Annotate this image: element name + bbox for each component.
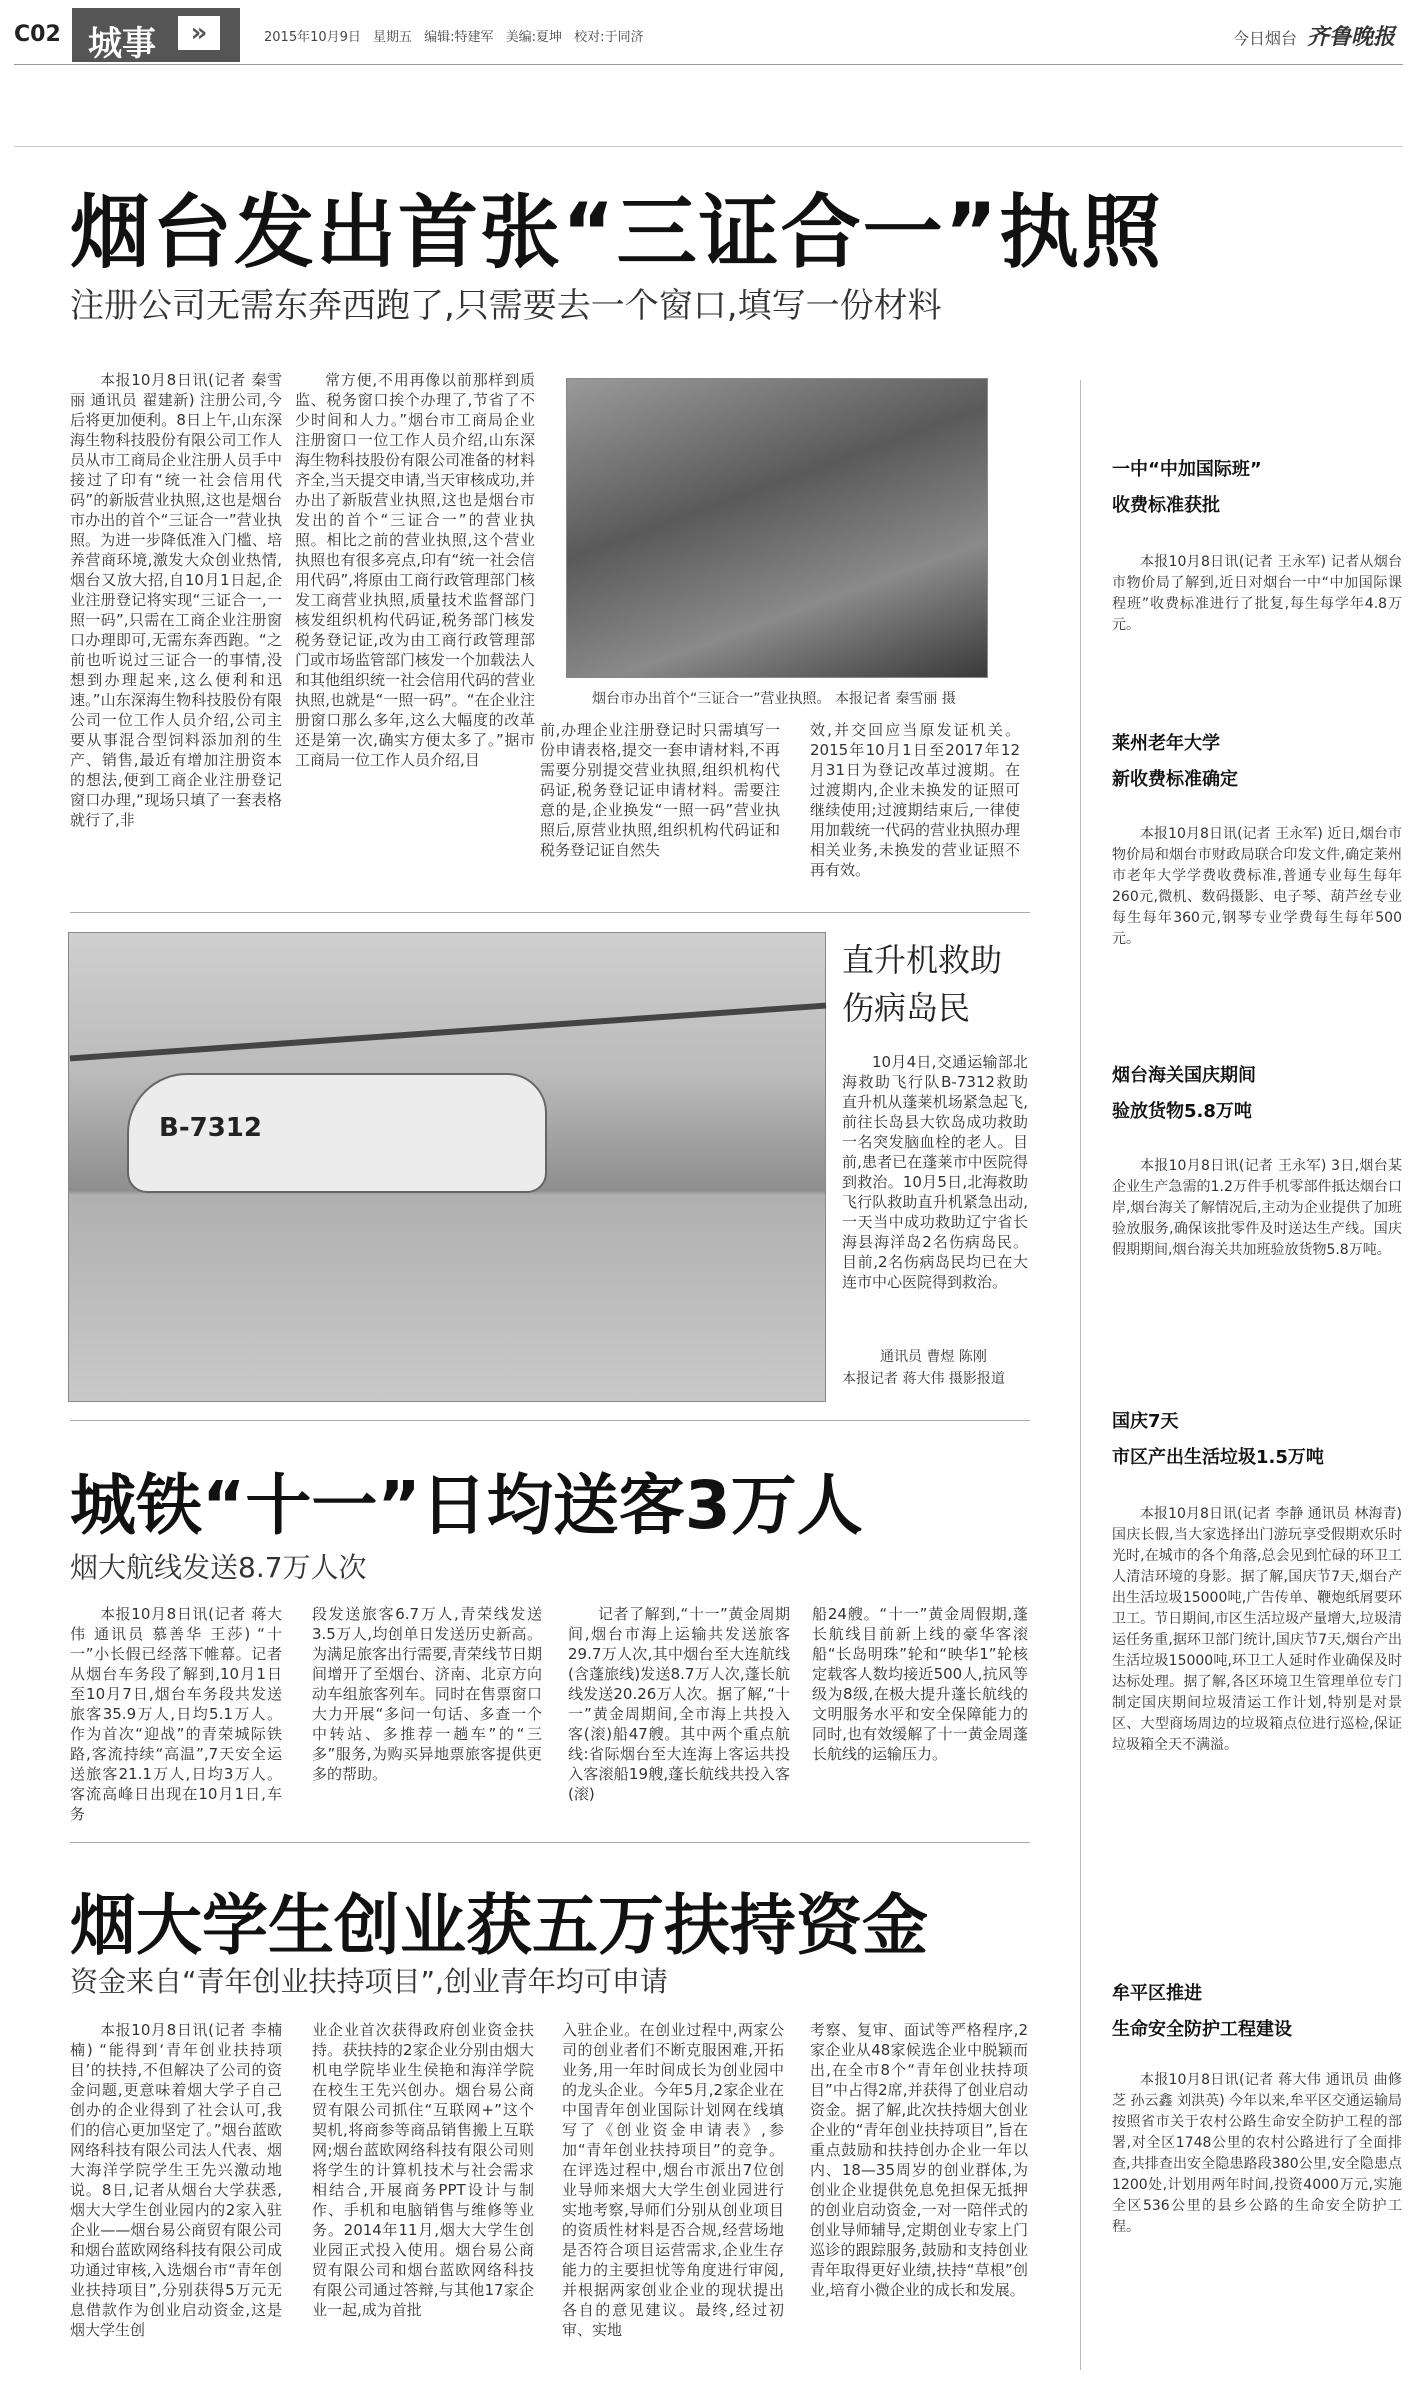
article-column: 考察、复审、面试等严格程序,2家企业从48家候选企业中脱颖而出,在全市8个“青年创业扶持项目”中占得2席,并获得了创业启动资金。据了解,此次扶持烟大创业企业的“青年创业扶持项目”,旨在重点鼓励和扶持创办企业一年以内、18—35周岁的创业群体,为创业企业提供免息免担保无抵押的创业启动资金,一对一陪伴式的创业导师辅导,定期创业专家上门巡诊的跟踪服务,鼓励和支持创业青年取得更好业绩,扶持“草根”创业,培育小微企业的成长和发展。 [810, 2021, 1028, 2299]
article-column: 船24艘。“十一”黄金周假期,蓬长航线目前新上线的豪华客滚船“长岛明珠”轮和“映华1”轮核定载客人数均接近500人,抗风等级为8级,在极大提升蓬长航线的文明服务水平和安全保障能力的同时,也有效缓解了十一黄金周蓬长航线的运输压力。 [812, 1605, 1028, 1763]
masthead [0, 0, 1417, 62]
article-column: 效,并交回应当原发证机关。2015年10月1日至2017年12月31日为登记改革过渡期。在过渡期内,企业未换发的证照可继续使用;过渡期结束后,一律使用加载统一代码的营业执照办理相关业务,未换发的营业证照不再有效。 [810, 721, 1020, 879]
article-column: 本报10月8日讯(记者 蒋大伟 通讯员 慕善华 王莎) “十一”小长假已经落下帷幕。记者从烟台车务段了解到,10月1日至10月7日,烟台车务段共发送旅客35.9万人,日均5.1万人。作为首次“迎战”的青荣城际铁路,客流持续“高温”,7天安全运送旅客21.1万人,日均3万人。客流高峰日出现在10月1日,车务 [70, 1605, 282, 1823]
headline-student-startup: 烟大学生创业获五万扶持资金 [70, 1887, 928, 1964]
brief-headline-line1: 莱州老年大学 [1112, 733, 1220, 754]
subhead-student-startup: 资金来自“青年创业扶持项目”,创业青年均可申请 [70, 1965, 668, 1998]
brief-body: 本报10月8日讯(记者 蒋大伟 通讯员 曲修芝 孙云鑫 刘洪英) 今年以来,牟平区交通运输局按照省市关于农村公路生命安全防护工程的部署,对全区1748公里的农村公路进行了全面排查,共排查出安全隐患路段380公里,安全隐患点1200处,计划用两年时间,投资4000万元,实施全区536公里的县乡公路的生命安全防护工程。 [1112, 2072, 1402, 2235]
brief-body: 本报10月8日讯(记者 王永军) 3日,烟台某企业生产急需的1.2万件手机零部件抵达烟台口岸,烟台海关了解情况后,主动为企业提供了加班验放服务,确保该批零件及时送达生产线。国庆假期期间,烟台海关共加班验放货物5.8万吨。 [1112, 1158, 1402, 1258]
article-column: 前,办理企业注册登记时只需填写一份申请表格,提交一套申请材料,不再需要分别提交营业执照,组织机构代码证,税务登记证申请材料。需要注意的是,企业换发“一照一码”营业执照后,原营业执照,组织机构代码证和税务登记证自然失 [540, 721, 780, 859]
article-column: 段发送旅客6.7万人,青荣线发送3.5万人,均创单日发送历史新高。为满足旅客出行需要,青荣线节日期间增开了至烟台、济南、北京方向动车组旅客列车。同时在售票窗口大力开展“多问一句话、多查一个中转站、多推荐一趟车”的“三多”服务,为购买异地票旅客提供更多的帮助。 [312, 1605, 542, 1783]
brief-headline [1112, 1404, 1402, 1476]
headline-city-rail: 城铁“十一”日均送客3万人 [70, 1467, 863, 1544]
newspaper-logo: 齐鲁晚报 [1306, 24, 1395, 50]
brief-headline-line2: 收费标准获批 [1112, 495, 1220, 516]
helicopter-headline-line1: 直升机救助 [842, 941, 1003, 979]
issue-info: 2015年10月9日 星期五 编辑:特建军 美编:夏坤 校对:于同济 [264, 30, 644, 45]
helicopter-headline [842, 936, 1002, 1032]
brief-headline-line1: 国庆7天 [1112, 1411, 1179, 1432]
brief-headline-line2: 验放货物5.8万吨 [1112, 1101, 1252, 1122]
subhead-three-in-one: 注册公司无需东奔西跑了,只需要去一个窗口,填写一份材料 [70, 286, 942, 326]
helicopter-body: 10月4日,交通运输部北海救助飞行队B-7312救助直升机从蓬莱机场紧急起飞,前往长岛县大钦岛成功救助一名突发脑血栓的老人。目前,患者已在蓬莱市中医院得到救治。10月5日,北海救助飞行队救助直升机紧急出动,一天当中成功救助辽宁省长海县海洋岛2名伤病岛民。目前,2名伤病岛民均已在大连市中心医院得到救治。 [842, 1053, 1028, 1291]
brief-headline-line2: 生命安全防护工程建设 [1112, 2019, 1292, 2040]
brief-headline-line1: 烟台海关国庆期间 [1112, 1065, 1256, 1086]
header-rule [14, 146, 1403, 147]
brief-headline-line2: 新收费标准确定 [1112, 769, 1238, 790]
section-rule [70, 1420, 1030, 1421]
brief-body: 本报10月8日讯(记者 王永军) 近日,烟台市物价局和烟台市财政局联合印发文件,确定莱州市老年大学学费收费标准,普通专业每生每年260元,微机、数码摄影、电子琴、葫芦丝专业每生每年360元,钢琴专业学费每生每年500元。 [1112, 826, 1402, 947]
helicopter-rescue-photo [68, 932, 826, 1402]
masthead-rule [14, 64, 1403, 65]
article-column: 业企业首次获得政府创业资金扶持。获扶持的2家企业分别由烟大机电学院毕业生侯艳和海洋学院在校生王先兴创办。烟台易公商贸有限公司抓住“互联网+”这个契机,将商参等商品销售搬上互联网;烟台蓝欧网络科技有限公司则将学生的计算机技术与社会需求相结合,开展商务PPT设计与制作、手机和电脑销售与维修等业务。2014年11月,烟大大学生创业园正式投入使用。烟台易公商贸有限公司和烟台蓝欧网络科技有限公司通过答辩,与其他17家企业一起,成为首批 [312, 2021, 534, 2319]
helicopter-registration: B-7312 [159, 1113, 262, 1143]
brief-headline [1112, 726, 1402, 798]
chevron-right-icon: » [178, 16, 220, 50]
helicopter-headline-line2: 伤病岛民 [842, 989, 971, 1027]
brief-headline [1112, 452, 1402, 524]
brief-body: 本报10月8日讯(记者 王永军) 记者从烟台市物价局了解到,近日对烟台一中“中加国际课程班”收费标准进行了批复,每生每学年4.8万元。 [1112, 554, 1402, 633]
subhead-city-rail: 烟大航线发送8.7万人次 [70, 1551, 367, 1584]
brief-headline [1112, 1976, 1402, 2048]
section-rule [70, 1842, 1030, 1843]
photo-caption: 烟台市办出首个“三证合一”营业执照。 本报记者 秦雪丽 摄 [592, 691, 956, 707]
article-column: 本报10月8日讯(记者 秦雪丽 通讯员 翟建新) 注册公司,今后将更加便利。8日上午,山东深海生物科技股份有限公司工作人员从市工商局企业注册人员手中接过了印有“统一社会信用代码”的新版营业执照,这也是烟台市办出的首个“三证合一”营业执照。为进一步降低准入门槛、培养营商环境,激发大众创业热情,烟台又放大招,自10月1日起,企业注册登记将实现“三证合一,一照一码”,只需在工商企业注册窗口办理即可,无需东奔西跑。“之前也听说过三证合一的事情,没想到办理起来,这么便利和迅速。”山东深海生物科技股份有限公司一位工作人员介绍,公司主要从事混合型饲料添加剂的生产、销售,最近有增加注册资本的想法,便到工商企业注册登记窗口办理,“现场只填了一套表格就行了,非 [70, 371, 282, 829]
article-column: 本报10月8日讯(记者 李楠楠) “能得到‘青年创业扶持项目’的扶持,不但解决了公司的资金问题,更意味着烟大学子自己创办的企业得到了社会认可,我们的信心更加坚定了。”烟台蓝欧网络科技有限公司法人代表、烟大海洋学院学生王先兴激动地说。8日,记者从烟台大学获悉,烟大大学生创业园内的2家入驻企业——烟台易公商贸有限公司和烟台蓝欧网络科技有限公司成功通过审核,入选烟台市“青年创业扶持项目”,分别获得5万元无息借款作为创业启动资金,这是烟大学生创 [70, 2021, 282, 2339]
article-column: 常方便,不用再像以前那样到质监、税务窗口挨个办理了,节省了不少时间和人力。”烟台市工商局企业注册窗口一位工作人员介绍,山东深海生物科技股份有限公司准备的材料齐全,当天提交申请,当天审核成功,并办出了新版营业执照,这也是烟台市发出的首个“三证合一”的营业执照。相比之前的营业执照,这个营业执照也有很多亮点,印有“统一社会信用代码”,将原由工商行政管理部门核发工商营业执照,质量技术监督部门核发组织机构代码证,税务部门核发税务登记证,改为由工商行政管理部门或市场监管部门核发一个加载法人和其他组织统一社会信用代码的营业执照,也就是“一照一码”。“在企业注册窗口那么多年,这么大幅度的改革还是第一次,确实方便太多了。”据市工商局一位工作人员介绍,目 [295, 371, 535, 769]
license-handover-photo [566, 378, 988, 678]
section-rule [70, 912, 1030, 913]
brief-headline-line1: 牟平区推进 [1112, 1983, 1202, 2004]
rotor-blade-icon [70, 1003, 827, 1062]
article-column: 入驻企业。在创业过程中,两家公司的创业者们不断克服困难,开拓业务,用一年时间成长为创业园中的龙头企业。今年5月,2家企业在中国青年创业国际计划网在线填写了《创业资金申请表》,参加“青年创业扶持项目”的竞争。在评选过程中,烟台市派出7位创业导师来烟大大学生创业园进行实地考察,导师们分别从创业项目的资质性材料是否合规,经营场地是否符合项目运营需求,企业生存能力的主要担忧等角度进行审阅,并根据两家创业企业的现状提出各自的意见建议。最终,经过初审、实地 [562, 2021, 784, 2339]
sidebar-divider [1080, 380, 1081, 2370]
brief-headline-line1: 一中“中加国际班” [1112, 459, 1262, 480]
brief-headline [1112, 1058, 1402, 1130]
headline-three-in-one: 烟台发出首张“三证合一”执照 [70, 186, 1164, 279]
edition-brand [1233, 20, 1395, 51]
article-column: 记者了解到,“十一”黄金周期间,烟台市海上运输共发送旅客29.7万人次,其中烟台至大连航线(含蓬旅线)发送8.7万人次,蓬长航线发送20.26万人次。据了解,“十一”黄金周期间,全市海上共投入客(滚)船47艘。其中两个重点航线:省际烟台至大连海上客运共投入客滚船19艘,蓬长航线共投入客(滚) [568, 1605, 790, 1803]
category-label: 城事 [88, 24, 156, 64]
edition-label: 今日烟台 [1232, 29, 1297, 48]
photo-credit: 本报记者 蒋大伟 摄影报道 [842, 1371, 1005, 1387]
brief-headline-line2: 市区产出生活垃圾1.5万吨 [1112, 1447, 1324, 1468]
page-number: C02 [14, 22, 61, 47]
brief-body: 本报10月8日讯(记者 李静 通讯员 林海青) 国庆长假,当大家选择出门游玩享受假期欢乐时光时,在城市的各个角落,总会见到忙碌的环卫工人清洁环境的身影。据了解,国庆节7天,烟台产出生活垃圾15000吨,广告传单、鞭炮纸屑要环卫工。节日期间,市区生活垃圾产量增大,垃圾清运任务重,据环卫部门统计,国庆节7天,烟台产出生活垃圾15000吨,环卫工人延时作业确保及时达标处理。据了解,各区环境卫生管理单位专门制定国庆期间垃圾清运工作计划,特别是对景区、大型商场周边的垃圾箱点位进行巡检,保证垃圾箱全天不满溢。 [1112, 1506, 1402, 1753]
photo-credit: 通讯员 曹煜 陈刚 [880, 1349, 987, 1365]
